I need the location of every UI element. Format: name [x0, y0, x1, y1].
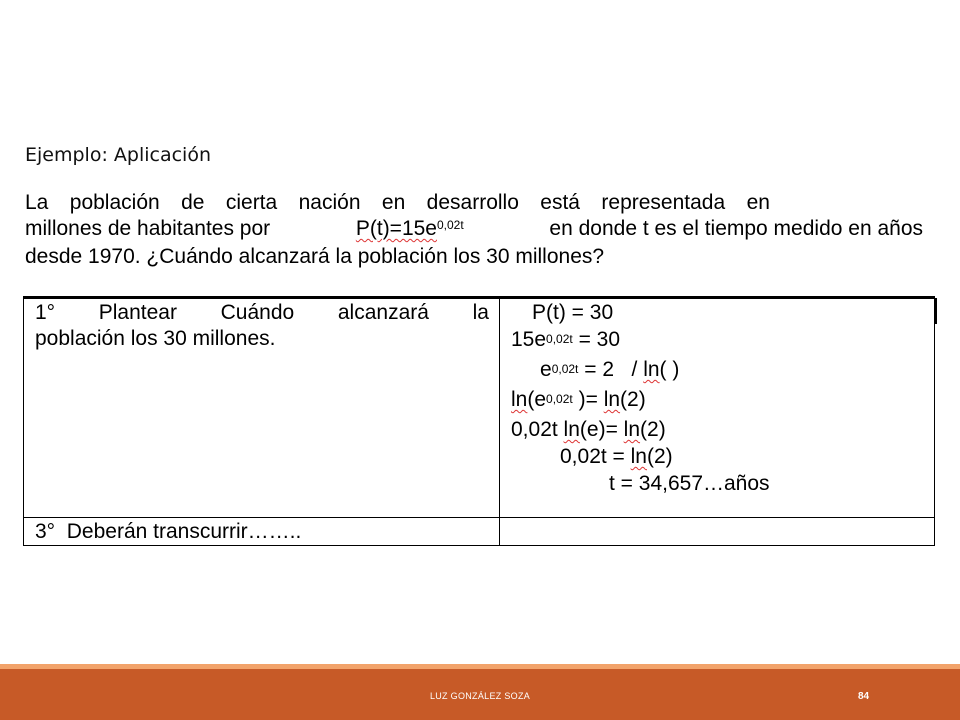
math-line: 0,02t ln(e)= ln(2): [511, 418, 666, 441]
step1-cell: [24, 298, 500, 518]
word: en: [381, 191, 406, 214]
solution-table: [23, 296, 935, 546]
word: Cuándo: [220, 301, 295, 324]
footer-bar: [0, 669, 960, 720]
word: nación: [298, 191, 361, 214]
word: de: [181, 191, 205, 214]
word: representada: [601, 191, 726, 214]
footer-author: LUZ GONZÁLEZ SOZA: [429, 691, 531, 701]
word: Plantear: [98, 301, 177, 324]
page-number: 84: [858, 691, 870, 702]
word: población: [69, 191, 160, 214]
problem-statement: [25, 190, 923, 270]
math-line: $e^{0,02t} = 2 / \ln$( ): [540, 358, 680, 381]
word: 1°: [35, 301, 56, 324]
math-line: $15e^{0,02t} = 30$: [511, 328, 621, 351]
word: desarrollo: [426, 191, 519, 214]
word: La: [25, 191, 49, 214]
math-line: t = 34,657…años: [609, 472, 770, 495]
word: alcanzará: [337, 301, 429, 324]
table-row: [24, 518, 935, 546]
table-row: [24, 298, 935, 518]
problem-line-2-start: millones de habitantes por: [25, 217, 271, 240]
text-cursor: [935, 298, 937, 324]
problem-line-2: [25, 216, 923, 244]
problem-line-2-end: en donde t es el tiempo medido en años: [549, 217, 923, 240]
math-line: P(t) = 30: [532, 301, 614, 324]
step3-text: 3° Deberán transcurrir……..: [35, 520, 302, 543]
math-line: $\ln(e^{0,02t}$ )= ln(2): [511, 388, 646, 411]
population-formula: [356, 216, 464, 244]
math-cell: [500, 298, 935, 518]
slide-heading: Ejemplo: Aplicación: [25, 144, 211, 166]
math-steps: [511, 299, 934, 497]
word: cierta: [225, 191, 278, 214]
formula-exponent: 0,02t: [437, 218, 464, 232]
word: la: [472, 301, 489, 324]
step1-text: [35, 300, 489, 352]
empty-cell: [500, 518, 935, 546]
math-line: 0,02t = ln(2): [560, 445, 673, 468]
problem-line-1: [25, 190, 770, 216]
step1-rest: población los 30 millones.: [35, 327, 276, 350]
problem-line-3: desde 1970. ¿Cuándo alcanzará la población los 30 millones?: [25, 245, 605, 268]
step3-cell: [24, 518, 500, 546]
formula-base: P(t)=15e: [355, 217, 437, 240]
word: está: [540, 191, 580, 214]
word: en: [746, 191, 770, 214]
